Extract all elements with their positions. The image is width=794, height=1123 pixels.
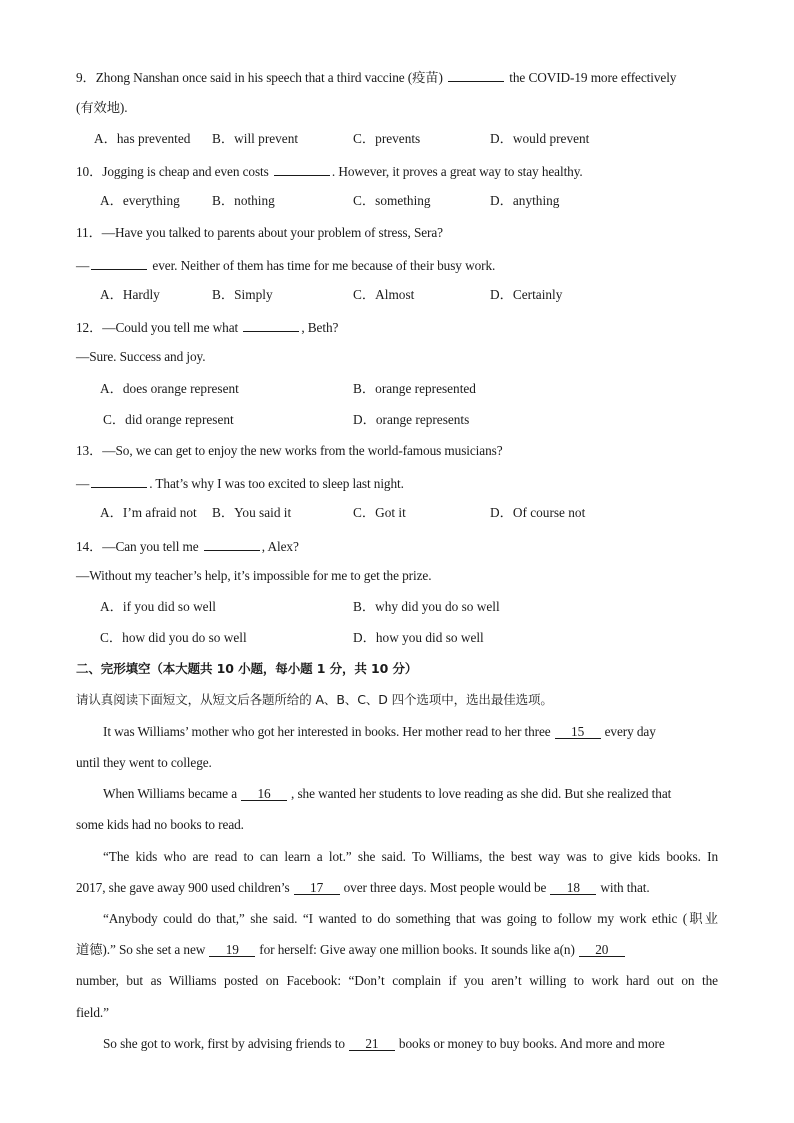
question-12-option-c: C．did orange represent bbox=[103, 412, 234, 427]
question-9-option-c: C．prevents bbox=[353, 131, 421, 146]
passage-line: until they went to college. bbox=[76, 755, 212, 770]
dash: — bbox=[76, 476, 90, 491]
question-10-text-end: . However, it proves a great way to stay healthy. bbox=[331, 164, 583, 179]
question-10-stem bbox=[76, 162, 583, 180]
question-12-option-d: D．orange represents bbox=[353, 412, 470, 427]
question-11-stem: 11．—Have you talked to parents about your problem of stress, Sera? bbox=[76, 225, 443, 240]
question-12-reply: —Sure. Success and joy. bbox=[76, 349, 206, 364]
question-11-reply-text: ever. Neither of them has time for me because of their busy work. bbox=[149, 258, 496, 273]
cloze-blank-20: 20 bbox=[579, 943, 625, 957]
passage-text: books or money to buy books. And more and more bbox=[398, 1036, 665, 1051]
question-9-text: 9．Zhong Nanshan once said in his speech that a third vaccine (疫苗) bbox=[76, 70, 447, 85]
passage-line bbox=[76, 942, 629, 958]
passage-line: field.” bbox=[76, 1005, 109, 1020]
passage-text: for herself: Give away one million books. It sounds like a(n) bbox=[259, 942, 575, 957]
dash: — bbox=[76, 258, 90, 273]
answer-blank bbox=[204, 537, 260, 551]
question-9-option-b: B．will prevent bbox=[212, 131, 299, 146]
passage-text: It was Williams’ mother who got her interested in books. Her mother read to her three bbox=[103, 724, 551, 739]
passage-text: When Williams became a bbox=[103, 786, 237, 801]
question-14-reply: —Without my teacher’s help, it’s impossible for me to get the prize. bbox=[76, 568, 432, 583]
question-12-text: 12．—Could you tell me what bbox=[76, 320, 242, 335]
cloze-blank-17: 17 bbox=[294, 881, 340, 895]
question-12-option-b: B．orange represented bbox=[353, 381, 476, 396]
passage-text: , she wanted her students to love reading as she did. But she realized that bbox=[291, 786, 672, 801]
section-instruction: 请认真阅读下面短文，从短文后各题所给的 A、B、C、D 四个选项中，选出最佳选项。 bbox=[76, 692, 553, 707]
question-13-option-b: B．You said it bbox=[212, 505, 292, 520]
question-12-stem bbox=[76, 318, 338, 336]
question-11-option-d: D．Certainly bbox=[490, 287, 563, 302]
question-14-stem bbox=[76, 537, 299, 555]
question-13-reply-text: . That’s why I was too excited to sleep last night. bbox=[149, 476, 404, 491]
question-13-stem: 13．—So, we can get to enjoy the new works from the world-famous musicians? bbox=[76, 443, 503, 458]
question-9-stem-line2: (有效地). bbox=[76, 100, 128, 115]
question-14-option-c: C．how did you do so well bbox=[100, 630, 247, 645]
answer-blank bbox=[448, 68, 504, 82]
cloze-blank-15: 15 bbox=[555, 725, 601, 739]
question-13-option-a: A．I’m afraid not bbox=[100, 505, 197, 520]
passage-line: “Anybody could do that,” she said. “I wanted to do something that was going to follow my work ethic (职业 bbox=[103, 911, 718, 926]
question-13-reply bbox=[76, 474, 404, 492]
answer-blank bbox=[91, 474, 147, 488]
passage-line bbox=[103, 786, 671, 802]
passage-text: 道德).” So she set a new bbox=[76, 942, 206, 957]
question-11-option-a: A．Hardly bbox=[100, 287, 160, 302]
passage-line: “The kids who are read to can learn a lot.” she said. To Williams, the best way was to give kids books. In bbox=[103, 849, 718, 864]
passage-line bbox=[76, 880, 650, 896]
passage-text: So she got to work, first by advising friends to bbox=[103, 1036, 345, 1051]
question-9-stem bbox=[76, 68, 676, 86]
question-14-option-b: B．why did you do so well bbox=[353, 599, 500, 614]
question-13-option-d: D．Of course not bbox=[490, 505, 586, 520]
passage-text: with that. bbox=[600, 880, 650, 895]
passage-text: 2017, she gave away 900 used children’s bbox=[76, 880, 290, 895]
question-10-text: 10．Jogging is cheap and even costs bbox=[76, 164, 272, 179]
question-14-text-end: , Alex? bbox=[261, 539, 299, 554]
question-11-reply bbox=[76, 256, 495, 274]
question-10-option-c: C．something bbox=[353, 193, 431, 208]
question-10-option-b: B．nothing bbox=[212, 193, 275, 208]
cloze-blank-16: 16 bbox=[241, 787, 287, 801]
passage-line bbox=[103, 1036, 665, 1052]
cloze-blank-18: 18 bbox=[550, 881, 596, 895]
question-14-text: 14．—Can you tell me bbox=[76, 539, 202, 554]
answer-blank bbox=[91, 256, 147, 270]
passage-text: over three days. Most people would be bbox=[343, 880, 547, 895]
passage-line bbox=[103, 724, 656, 740]
passage-line: number, but as Williams posted on Facebook: “Don’t complain if you aren’t willing to work hard out on the bbox=[76, 973, 718, 988]
question-11-option-b: B．Simply bbox=[212, 287, 273, 302]
answer-blank bbox=[243, 318, 299, 332]
question-11-option-c: C．Almost bbox=[353, 287, 415, 302]
question-12-option-a: A．does orange represent bbox=[100, 381, 239, 396]
question-13-option-c: C．Got it bbox=[353, 505, 406, 520]
question-14-option-d: D．how you did so well bbox=[353, 630, 484, 645]
question-14-option-a: A．if you did so well bbox=[100, 599, 216, 614]
passage-text: every day bbox=[604, 724, 656, 739]
cloze-blank-19: 19 bbox=[209, 943, 255, 957]
passage-line: some kids had no books to read. bbox=[76, 817, 244, 832]
cloze-blank-21: 21 bbox=[349, 1037, 395, 1051]
question-9-text-end: the COVID-19 more effectively bbox=[506, 70, 677, 85]
question-10-option-d: D．anything bbox=[490, 193, 560, 208]
question-9-option-d: D．would prevent bbox=[490, 131, 590, 146]
question-9-option-a: A．has prevented bbox=[94, 131, 191, 146]
answer-blank bbox=[274, 162, 330, 176]
question-12-text-end: , Beth? bbox=[301, 320, 339, 335]
section-heading: 二、完形填空（本大题共 10 小题，每小题 1 分，共 10 分） bbox=[76, 661, 418, 676]
question-10-option-a: A．everything bbox=[100, 193, 180, 208]
